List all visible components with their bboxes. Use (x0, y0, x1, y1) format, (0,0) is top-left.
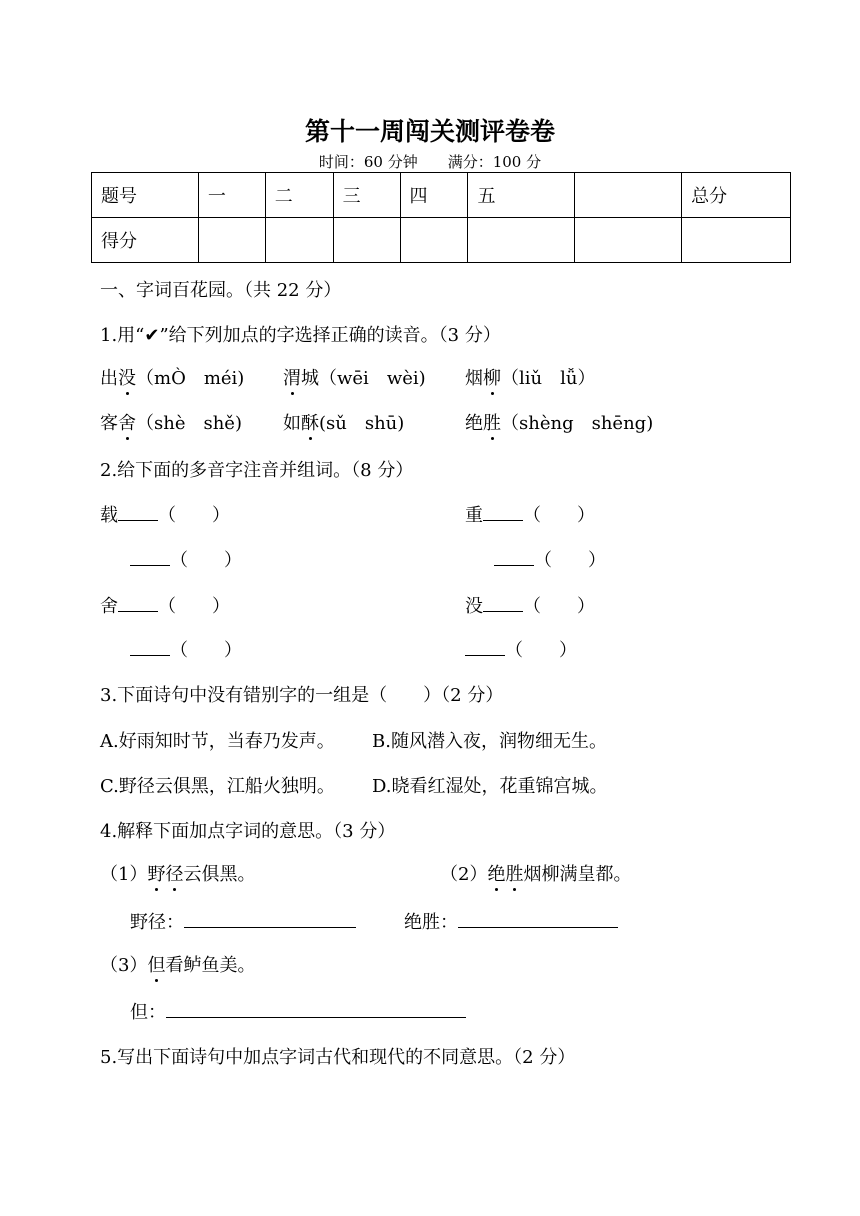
q2-row (100, 501, 230, 527)
dotted-char: 但 (147, 951, 165, 977)
item-number: （1） (100, 864, 148, 885)
q1-item-reading: （shè shě) (136, 413, 242, 434)
header-cell-1: 一 (198, 173, 265, 218)
q1-item-reading: （shèng shēng) (501, 413, 654, 434)
q4-item-3 (100, 951, 255, 977)
q1-item-text: 出 (100, 368, 118, 389)
pinyin-blank[interactable] (465, 655, 505, 656)
answer-blank[interactable] (184, 927, 356, 928)
score-cell[interactable] (682, 218, 791, 263)
question-1-stem: 1.用“✔”给下列加点的字选择正确的读音。（3 分） (100, 325, 501, 346)
q1-item[interactable] (283, 409, 404, 435)
item-number: （2） (440, 864, 488, 885)
q4-answer-2 (404, 908, 618, 934)
word-paren[interactable]: （ ） (523, 596, 595, 617)
question-5-stem: 5.写出下面诗句中加点字词古代和现代的不同意思。（2 分） (100, 1047, 576, 1068)
dotted-char: 舍 (118, 409, 136, 435)
score-label-cell: 得分 (92, 218, 199, 263)
answer-label: 野径： (130, 912, 184, 933)
q4-item-2 (440, 860, 631, 886)
score-table (91, 172, 791, 263)
header-cell-2: 二 (265, 173, 333, 218)
q4-answer-1 (130, 908, 356, 934)
dotted-char: 径 (165, 860, 183, 886)
q2-row (465, 636, 577, 662)
dotted-char: 酥 (301, 409, 319, 435)
q4-answer-3 (130, 998, 466, 1024)
q3-option-a: A.好雨知时节，当春乃发声。 (100, 731, 335, 752)
word-paren[interactable]: （ ） (158, 596, 230, 617)
section-heading: 一、字词百花园。（共 22 分） (100, 280, 342, 301)
q1-item-text: 如 (283, 413, 301, 434)
q4-item-1 (100, 860, 255, 886)
word-paren[interactable]: （ ） (170, 550, 242, 571)
q1-item[interactable] (465, 364, 595, 390)
page-title: 第十一周闯关测评卷卷 (304, 117, 555, 146)
q1-item-reading: （mÒ méi) (136, 368, 245, 389)
polyphone-char: 没 (465, 596, 483, 617)
dotted-char: 胜 (505, 860, 523, 886)
score-cell[interactable] (265, 218, 333, 263)
q2-row (130, 636, 242, 662)
pinyin-blank[interactable] (130, 565, 170, 566)
q1-item-reading: 城（wēi wèi) (301, 368, 426, 389)
question-3-stem: 3.下面诗句中没有错别字的一组是（ ）（2 分） (100, 685, 504, 706)
item-number: （3） (100, 955, 148, 976)
answer-blank[interactable] (166, 1017, 466, 1018)
polyphone-char: 载 (100, 505, 118, 526)
word-paren[interactable]: （ ） (534, 550, 606, 571)
dotted-char: 没 (118, 364, 136, 390)
q1-item-text: 烟 (465, 368, 483, 389)
pinyin-blank[interactable] (483, 611, 523, 612)
answer-label: 但： (130, 1002, 166, 1023)
word-paren[interactable]: （ ） (158, 505, 230, 526)
q3-option-b: B.随风潜入夜，润物细无生。 (372, 731, 607, 752)
score-cell[interactable] (333, 218, 400, 263)
q1-item-reading: （liǔ lǚ） (501, 368, 596, 389)
question-2-stem: 2.给下面的多音字注音并组词。（8 分） (100, 460, 414, 481)
q2-row (130, 546, 242, 572)
word-paren[interactable]: （ ） (523, 505, 595, 526)
header-cell-5: 五 (468, 173, 575, 218)
pinyin-blank[interactable] (494, 565, 534, 566)
header-cell-4: 四 (400, 173, 468, 218)
answer-blank[interactable] (458, 927, 618, 928)
dotted-char: 绝 (487, 860, 505, 886)
header-cell-6 (575, 173, 682, 218)
q1-item-reading: (sǔ shū) (319, 413, 405, 434)
question-4-stem: 4.解释下面加点字词的意思。（3 分） (100, 821, 396, 842)
q1-item-text: 绝 (465, 413, 483, 434)
score-cell[interactable] (400, 218, 468, 263)
polyphone-char: 舍 (100, 596, 118, 617)
score-table-header-row (92, 173, 791, 218)
q1-item[interactable] (100, 409, 242, 435)
q2-row (465, 501, 595, 527)
time-and-score-info: 时间：60 分钟 满分：100 分 (318, 153, 542, 171)
q4-item-text: 看鲈鱼美。 (165, 955, 256, 976)
score-cell[interactable] (575, 218, 682, 263)
dotted-char: 野 (147, 860, 165, 886)
pinyin-blank[interactable] (118, 611, 158, 612)
q1-item[interactable] (283, 364, 426, 390)
q2-row (494, 546, 606, 572)
dotted-char: 柳 (483, 364, 501, 390)
score-cell[interactable] (468, 218, 575, 263)
score-cell[interactable] (198, 218, 265, 263)
word-paren[interactable]: （ ） (505, 640, 577, 661)
pinyin-blank[interactable] (483, 520, 523, 521)
header-cell-total: 总分 (682, 173, 791, 218)
header-cell-3: 三 (333, 173, 400, 218)
pinyin-blank[interactable] (130, 655, 170, 656)
q1-item-text: 客 (100, 413, 118, 434)
q2-row (100, 592, 230, 618)
dotted-char: 渭 (283, 364, 301, 390)
q3-option-c: C.野径云俱黑，江船火独明。 (100, 776, 335, 797)
q4-item-text: 云俱黑。 (183, 864, 256, 885)
q4-item-text: 烟柳满皇都。 (523, 864, 632, 885)
pinyin-blank[interactable] (118, 520, 158, 521)
header-cell-question-number: 题号 (92, 173, 199, 218)
q2-row (465, 592, 595, 618)
answer-label: 绝胜： (404, 912, 458, 933)
q1-item[interactable] (100, 364, 244, 390)
q1-item[interactable] (465, 409, 653, 435)
dotted-char: 胜 (483, 409, 501, 435)
word-paren[interactable]: （ ） (170, 640, 242, 661)
polyphone-char: 重 (465, 505, 483, 526)
q3-option-d: D.晓看红湿处，花重锦宫城。 (372, 776, 608, 797)
score-table-score-row (92, 218, 791, 263)
